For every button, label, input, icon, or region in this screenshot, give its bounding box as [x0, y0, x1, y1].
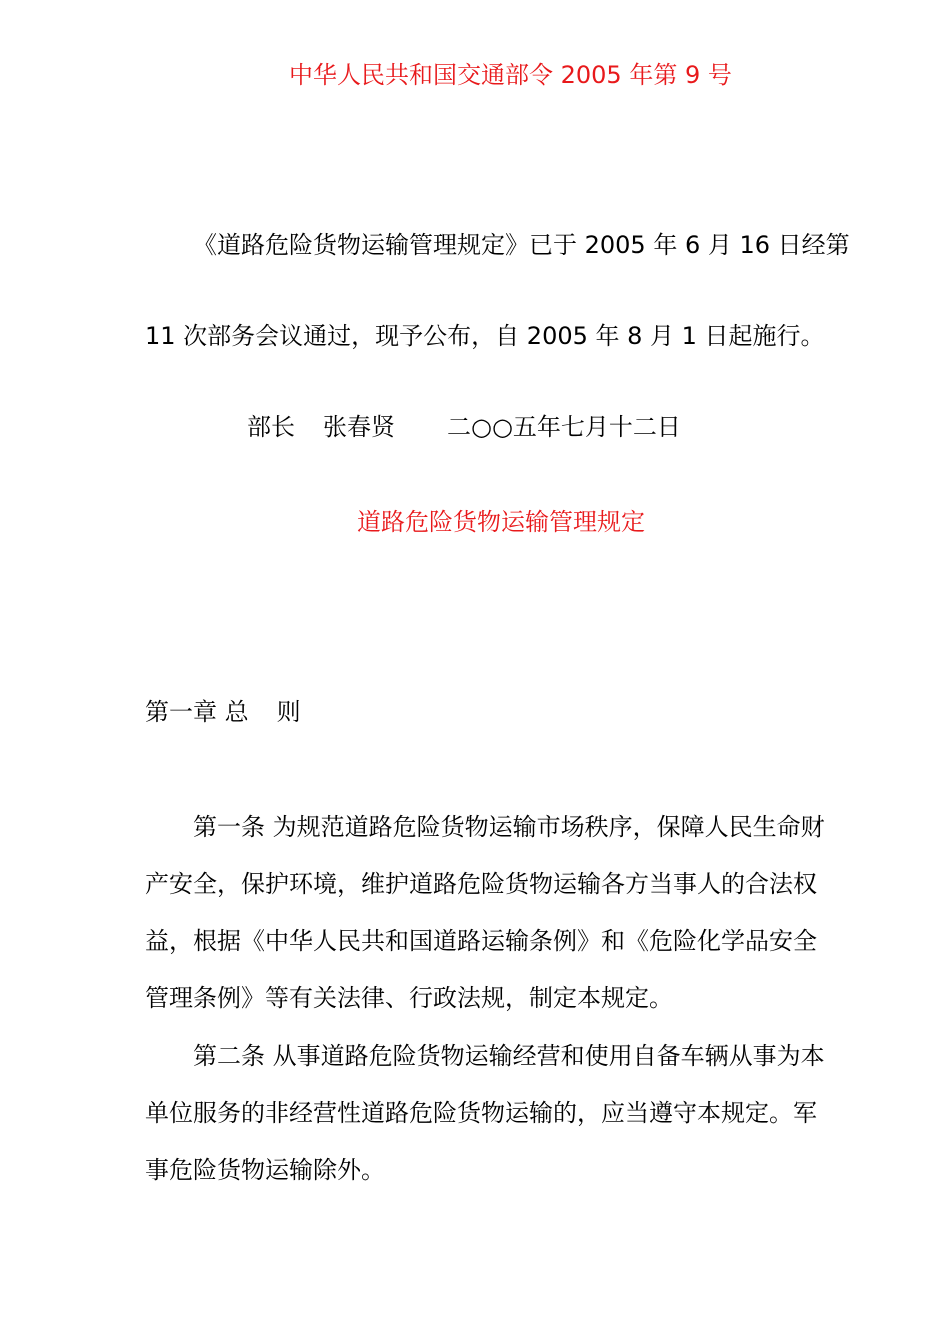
article-1-line-4: 管理条例》等有关法律、行政法规，制定本规定。 [145, 984, 673, 1012]
signature-date: 二○○五年七月十二日 [447, 413, 681, 441]
article-1-line-2: 产安全，保护环境，维护道路危险货物运输各方当事人的合法权 [145, 870, 817, 898]
signer-title: 部长 [247, 413, 295, 441]
article-1-line-3: 益，根据《中华人民共和国道路运输条例》和《危险化学品安全 [145, 927, 817, 955]
signature-line [247, 412, 681, 442]
regulation-title: 道路危险货物运输管理规定 [357, 508, 645, 536]
signer-name: 张春贤 [323, 413, 395, 441]
preamble-line-2: 11 次部务会议通过，现予公布，自 2005 年 8 月 1 日起施行。 [145, 322, 825, 350]
article-1-line-1: 第一条 为规范道路危险货物运输市场秩序，保障人民生命财 [193, 813, 825, 841]
chapter-suffix: 则 [276, 698, 301, 726]
chapter-label: 第一章 总 [145, 698, 249, 726]
article-2-line-3: 事危险货物运输除外。 [145, 1156, 385, 1184]
article-2-line-1: 第二条 从事道路危险货物运输经营和使用自备车辆从事为本 [193, 1042, 825, 1070]
chapter-heading [145, 697, 301, 727]
order-title: 中华人民共和国交通部令 2005 年第 9 号 [289, 61, 732, 89]
preamble-line-1: 《道路危险货物运输管理规定》已于 2005 年 6 月 16 日经第 [193, 231, 850, 259]
article-2-line-2: 单位服务的非经营性道路危险货物运输的，应当遵守本规定。军 [145, 1099, 817, 1127]
